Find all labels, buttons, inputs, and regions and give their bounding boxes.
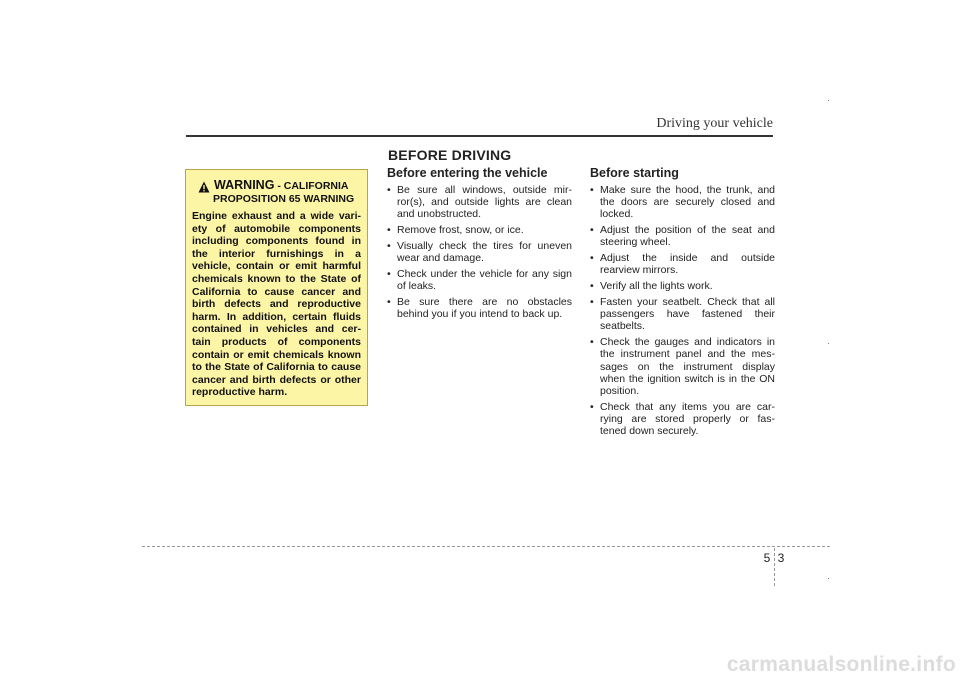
warning-triangle-icon xyxy=(198,181,210,193)
crop-mark xyxy=(828,100,829,101)
before-entering-title: Before entering the vehicle xyxy=(387,166,548,180)
before-starting-section xyxy=(590,166,775,441)
list-item: • Adjust the position of the seat and steering wheel. xyxy=(590,224,775,248)
header-title: Driving your vehicle xyxy=(656,116,773,131)
list-item: • Be sure there are no obstacles behind you if you intend to back up. xyxy=(387,296,572,320)
before-entering-list xyxy=(387,184,572,320)
list-item: • Verify all the lights work. xyxy=(590,280,775,292)
list-item: • Remove frost, snow, or ice. xyxy=(387,224,572,236)
warning-word: WARNING xyxy=(214,178,275,192)
warning-box xyxy=(185,169,368,406)
list-item: • Visually check the tires for uneven wear and damage. xyxy=(387,240,572,264)
list-item: • Be sure all windows, outside mir- ror(s), and outside lights are clean and unobstructed. xyxy=(387,184,572,221)
list-item: • Fasten your seatbelt. Check that all passengers have fastened their seatbelts. xyxy=(590,296,775,333)
section-title: BEFORE DRIVING xyxy=(388,147,512,163)
list-item: • Make sure the hood, the trunk, and the doors are securely closed and locked. xyxy=(590,184,775,221)
warning-header xyxy=(192,178,361,193)
chapter-number: 5 xyxy=(763,551,771,565)
warning-subtitle-line2: PROPOSITION 65 WARNING xyxy=(213,193,355,205)
before-entering-section xyxy=(387,166,572,324)
before-starting-list xyxy=(590,184,775,437)
watermark-text: carmanualsonline.info xyxy=(726,653,956,676)
warning-subtitle: - CALIFORNIA xyxy=(274,180,349,192)
list-item: • Check the gauges and indicators in the instrument panel and the mes- sages on the instrument display when the ignition switch is in the ON position. xyxy=(590,336,775,397)
before-starting-title: Before starting xyxy=(590,166,679,180)
page-number-value: 3 xyxy=(777,551,785,565)
page-number xyxy=(760,551,788,565)
footer-rule xyxy=(142,546,830,547)
list-item: • Adjust the inside and outside rearview mirrors. xyxy=(590,252,775,276)
list-item: • Check under the vehicle for any sign of leaks. xyxy=(387,268,572,292)
crop-mark xyxy=(828,578,829,579)
crop-mark xyxy=(828,343,829,344)
header-rule xyxy=(186,135,773,137)
list-item: • Check that any items you are car- rying are stored properly or fas- tened down securely. xyxy=(590,401,775,438)
warning-body: Engine exhaust and a wide vari- ety of automobile components including components found in the interior furnishings in a vehicle, contain or emit harmful chemicals known to the State of California to cause cancer and birth defects and reproductive harm. In addition, certain fluids contained in vehicles and cer- tain products of components contain or emit chemicals known to the State of California to cause cancer and birth defects or other reproductive harm. xyxy=(192,210,361,399)
